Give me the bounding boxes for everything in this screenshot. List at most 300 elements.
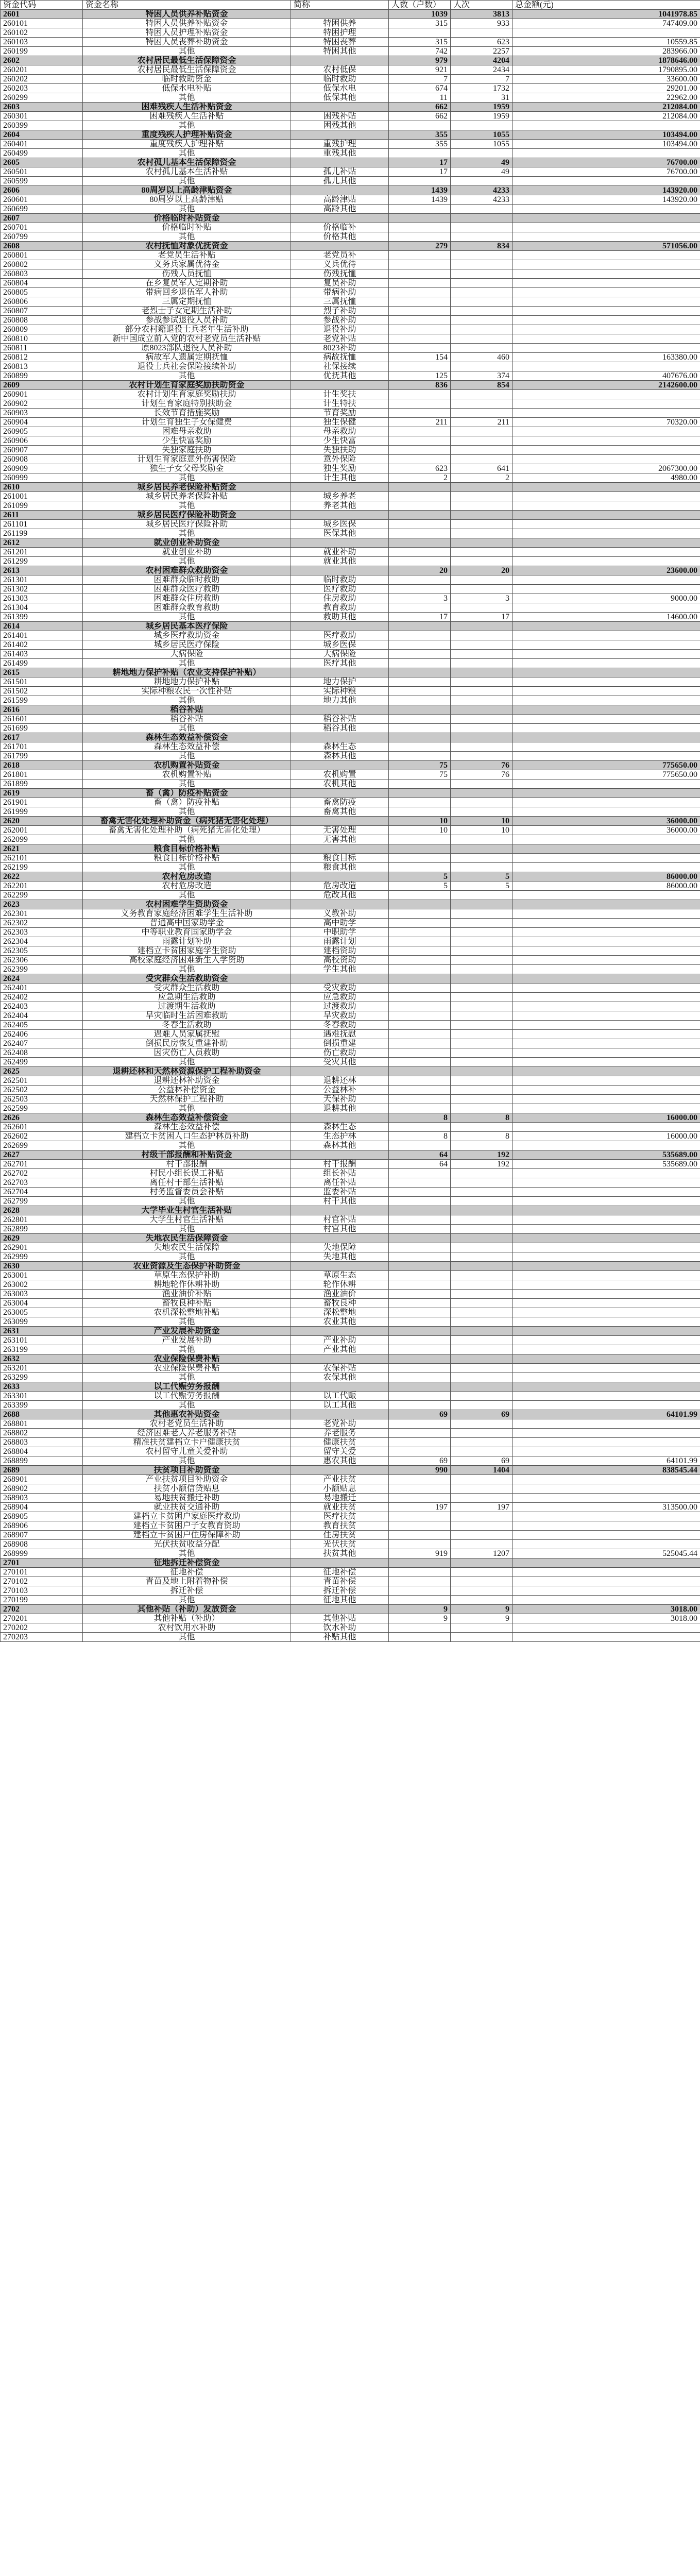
table-row [1, 75, 700, 84]
cell-amount [513, 1243, 700, 1252]
cell-abbr: 监委补贴 [291, 1188, 389, 1197]
cell-times [451, 659, 513, 668]
cell-code: 268908 [1, 1540, 83, 1549]
cell-times [451, 1345, 513, 1354]
cell-times: 1055 [451, 130, 513, 140]
cell-name: 其他 [83, 1141, 291, 1150]
cell-amount: 283966.00 [513, 47, 700, 56]
cell-abbr: 计生奖扶 [291, 390, 389, 399]
cell-times [451, 1215, 513, 1225]
cell-people: 315 [389, 38, 451, 47]
cell-times [451, 1280, 513, 1290]
cell-amount [513, 455, 700, 464]
table-row [1, 464, 700, 473]
table-row [1, 1197, 700, 1206]
cell-name: 过渡期生活救助 [83, 1002, 291, 1011]
cell-people [389, 1392, 451, 1401]
cell-abbr: 应急救助 [291, 993, 389, 1002]
cell-people: 154 [389, 353, 451, 362]
cell-code: 2615 [1, 668, 83, 677]
cell-people [389, 232, 451, 242]
cell-abbr: 森林生态 [291, 1123, 389, 1132]
cell-name: 病故军人遗属定期抚恤 [83, 353, 291, 362]
cell-abbr: 冬春救助 [291, 1021, 389, 1030]
cell-code: 262899 [1, 1225, 83, 1234]
cell-amount [513, 390, 700, 399]
cell-people [389, 427, 451, 436]
cell-people: 674 [389, 84, 451, 93]
cell-name: 城乡居民医疗保险补助 [83, 520, 291, 529]
table-row [1, 891, 700, 900]
cell-amount [513, 1188, 700, 1197]
cell-code: 260201 [1, 65, 83, 75]
table-row [1, 446, 700, 455]
cell-abbr: 就业其他 [291, 557, 389, 566]
table-row [1, 1011, 700, 1021]
cell-name: 其他 [83, 1401, 291, 1410]
cell-name: 畜牧良种补贴 [83, 1299, 291, 1308]
cell-times [451, 705, 513, 715]
cell-amount [513, 1058, 700, 1067]
cell-abbr: 产业其他 [291, 1345, 389, 1354]
cell-name: 离任村干部生活补贴 [83, 1178, 291, 1188]
table-row [1, 223, 700, 232]
col-header-code: 资金代码 [1, 1, 83, 10]
table-row [1, 779, 700, 789]
cell-amount: 313500.00 [513, 1503, 700, 1512]
cell-times [451, 603, 513, 613]
cell-name: 其他 [83, 835, 291, 844]
cell-name: 计划生育家庭意外伤害保险 [83, 455, 291, 464]
cell-name: 建档立卡贫困户子女教育资助 [83, 1521, 291, 1531]
cell-name: 其他 [83, 473, 291, 483]
cell-people [389, 974, 451, 984]
cell-name: 冬春生活救助 [83, 1021, 291, 1030]
cell-times: 834 [451, 242, 513, 251]
cell-times [451, 965, 513, 974]
cell-name: 农村孤儿基本生活保障资金 [83, 158, 291, 167]
cell-times [451, 1596, 513, 1605]
cell-abbr: 旱灾救助 [291, 1011, 389, 1021]
cell-name: 困难群众医疗救助 [83, 585, 291, 594]
cell-amount [513, 1030, 700, 1039]
cell-name: 失地农民生活保障 [83, 1243, 291, 1252]
cell-amount [513, 1095, 700, 1104]
table-row [1, 121, 700, 130]
cell-people: 11 [389, 93, 451, 103]
cell-name: 农机深松整地补贴 [83, 1308, 291, 1317]
cell-people [389, 288, 451, 297]
cell-code: 2630 [1, 1262, 83, 1271]
cell-amount [513, 1475, 700, 1484]
cell-name: 其他 [83, 1456, 291, 1466]
cell-times [451, 1252, 513, 1262]
cell-amount: 86000.00 [513, 872, 700, 882]
table-row [1, 965, 700, 974]
cell-name: 城乡居民养老保险补贴 [83, 492, 291, 501]
cell-times [451, 1011, 513, 1021]
cell-name: 经济困难老人养老服务补贴 [83, 1429, 291, 1438]
cell-abbr: 养老其他 [291, 501, 389, 511]
table-row [1, 640, 700, 650]
table-row [1, 251, 700, 260]
cell-amount [513, 974, 700, 984]
cell-amount [513, 1067, 700, 1076]
cell-code: 268902 [1, 1484, 83, 1494]
cell-code: 262601 [1, 1123, 83, 1132]
cell-code: 262302 [1, 919, 83, 928]
table-row [1, 1039, 700, 1048]
cell-amount: 76700.00 [513, 167, 700, 177]
table-row [1, 409, 700, 418]
cell-code: 260999 [1, 473, 83, 483]
cell-amount [513, 1039, 700, 1048]
cell-abbr: 农保补贴 [291, 1364, 389, 1373]
cell-abbr [291, 538, 389, 548]
cell-people [389, 1447, 451, 1456]
cell-people [389, 1475, 451, 1484]
cell-code: 261301 [1, 575, 83, 585]
cell-people [389, 1076, 451, 1086]
cell-times [451, 1531, 513, 1540]
cell-abbr: 退耕其他 [291, 1104, 389, 1113]
cell-times: 1732 [451, 84, 513, 93]
cell-abbr [291, 242, 389, 251]
cell-name: 森林生态效益补偿 [83, 742, 291, 752]
cell-amount [513, 325, 700, 334]
cell-code: 262101 [1, 854, 83, 863]
cell-code: 262799 [1, 1197, 83, 1206]
cell-amount [513, 575, 700, 585]
cell-name: 其他 [83, 752, 291, 761]
table-row [1, 1364, 700, 1373]
cell-times: 4204 [451, 56, 513, 65]
group-row [1, 761, 700, 770]
table-row [1, 1225, 700, 1234]
cell-code: 260905 [1, 427, 83, 436]
cell-code: 262303 [1, 928, 83, 937]
cell-abbr: 低保其他 [291, 93, 389, 103]
cell-amount [513, 789, 700, 798]
cell-name: 其他 [83, 1197, 291, 1206]
cell-people [389, 575, 451, 585]
cell-abbr: 特困其他 [291, 47, 389, 56]
cell-amount [513, 928, 700, 937]
cell-amount [513, 1596, 700, 1605]
cell-abbr: 扶贫其他 [291, 1549, 389, 1558]
cell-abbr: 三属抚恤 [291, 297, 389, 307]
cell-times [451, 214, 513, 223]
cell-name: 退耕还林和天然林资源保护工程补助资金 [83, 1067, 291, 1076]
cell-people: 10 [389, 817, 451, 826]
cell-times: 2 [451, 473, 513, 483]
cell-code: 261899 [1, 779, 83, 789]
cell-abbr: 留守关爱 [291, 1447, 389, 1456]
cell-times [451, 1558, 513, 1568]
cell-people [389, 1429, 451, 1438]
cell-amount [513, 223, 700, 232]
cell-times [451, 1401, 513, 1410]
cell-abbr: 倒损重建 [291, 1039, 389, 1048]
cell-amount [513, 677, 700, 687]
cell-name: 遇难人员家属抚慰 [83, 1030, 291, 1039]
cell-amount [513, 779, 700, 789]
group-row [1, 900, 700, 909]
cell-name: 高校家庭经济困难新生入学资助 [83, 956, 291, 965]
cell-name: 建档立卡贫困户住房保障补助 [83, 1531, 291, 1540]
cell-name: 困难群众教育救助 [83, 603, 291, 613]
cell-code: 270203 [1, 1633, 83, 1642]
cell-abbr: 节育奖励 [291, 409, 389, 418]
cell-amount [513, 1011, 700, 1021]
cell-abbr: 住房救助 [291, 594, 389, 603]
cell-people: 5 [389, 872, 451, 882]
table-row [1, 1048, 700, 1058]
table-row [1, 715, 700, 724]
cell-times [451, 946, 513, 956]
cell-times [451, 390, 513, 399]
cell-people [389, 149, 451, 158]
cell-name: 拆迁补偿 [83, 1586, 291, 1596]
cell-people [389, 214, 451, 223]
cell-times [451, 863, 513, 872]
cell-times [451, 1141, 513, 1150]
cell-people: 979 [389, 56, 451, 65]
cell-code: 263299 [1, 1373, 83, 1382]
cell-code: 260499 [1, 149, 83, 158]
cell-name: 征地补偿 [83, 1568, 291, 1577]
cell-code: 260810 [1, 334, 83, 344]
table-row [1, 1252, 700, 1262]
cell-amount [513, 548, 700, 557]
cell-name: 计划生育独生子女保健费 [83, 418, 291, 427]
cell-name: 特困人员丧葬补助资金 [83, 38, 291, 47]
cell-name: 其他 [83, 47, 291, 56]
table-row [1, 269, 700, 279]
cell-people [389, 520, 451, 529]
cell-abbr: 无害处理 [291, 826, 389, 835]
table-row [1, 807, 700, 817]
cell-times: 49 [451, 167, 513, 177]
cell-code: 261303 [1, 594, 83, 603]
cell-abbr: 退耕还林 [291, 1076, 389, 1086]
cell-name: 其他 [83, 891, 291, 900]
cell-times [451, 900, 513, 909]
table-row [1, 1299, 700, 1308]
table-row [1, 1188, 700, 1197]
cell-code: 268901 [1, 1475, 83, 1484]
cell-name: 参战参试退役人员补助 [83, 316, 291, 325]
table-row [1, 344, 700, 353]
cell-amount [513, 177, 700, 186]
cell-amount [513, 640, 700, 650]
cell-name: 精准扶贫建档立卡户健康扶贫 [83, 1438, 291, 1447]
cell-name: 粮食目标价格补贴 [83, 844, 291, 854]
cell-abbr [291, 733, 389, 742]
cell-code: 2607 [1, 214, 83, 223]
cell-people: 662 [389, 112, 451, 121]
cell-people [389, 1252, 451, 1262]
cell-abbr: 生态护林 [291, 1132, 389, 1141]
cell-times [451, 715, 513, 724]
cell-abbr: 高龄其他 [291, 205, 389, 214]
cell-people [389, 798, 451, 807]
cell-abbr: 征地补偿 [291, 1568, 389, 1577]
cell-people [389, 1354, 451, 1364]
cell-amount [513, 316, 700, 325]
cell-abbr: 地力其他 [291, 696, 389, 705]
table-row [1, 65, 700, 75]
cell-times [451, 779, 513, 789]
cell-people [389, 483, 451, 492]
cell-code: 260699 [1, 205, 83, 214]
cell-times [451, 362, 513, 371]
cell-name: 农村困难群众救助资金 [83, 566, 291, 575]
cell-amount [513, 1234, 700, 1243]
cell-code: 262304 [1, 937, 83, 946]
cell-code: 2608 [1, 242, 83, 251]
cell-name: 其他 [83, 1317, 291, 1327]
cell-abbr [291, 817, 389, 826]
cell-times [451, 1104, 513, 1113]
cell-name: 农村留守儿童关爱补助 [83, 1447, 291, 1456]
cell-name: 困难母亲救助 [83, 427, 291, 436]
cell-people [389, 715, 451, 724]
cell-code: 263099 [1, 1317, 83, 1327]
cell-amount [513, 1447, 700, 1456]
table-row [1, 399, 700, 409]
cell-name: 其他 [83, 1373, 291, 1382]
cell-people [389, 789, 451, 798]
cell-amount [513, 1512, 700, 1521]
cell-name: 其他 [83, 177, 291, 186]
cell-abbr [291, 844, 389, 854]
cell-amount: 70320.00 [513, 418, 700, 427]
cell-people [389, 863, 451, 872]
cell-times: 192 [451, 1160, 513, 1169]
cell-abbr: 救助其他 [291, 613, 389, 622]
table-row [1, 909, 700, 919]
cell-people [389, 260, 451, 269]
cell-abbr: 重残护理 [291, 140, 389, 149]
cell-people [389, 205, 451, 214]
cell-amount [513, 1354, 700, 1364]
group-row [1, 10, 700, 19]
cell-amount [513, 1141, 700, 1150]
cell-amount: 747409.00 [513, 19, 700, 28]
cell-name: 草原生态保护补助 [83, 1271, 291, 1280]
cell-abbr: 产业补助 [291, 1336, 389, 1345]
cell-name: 畜禽无害化处理补助资金（病死猪无害化处理） [83, 817, 291, 826]
cell-times [451, 316, 513, 325]
cell-times [451, 984, 513, 993]
cell-amount [513, 752, 700, 761]
cell-abbr: 以工代赈 [291, 1392, 389, 1401]
cell-code: 262406 [1, 1030, 83, 1039]
cell-name: 农村计划生育家庭奖励扶助资金 [83, 381, 291, 390]
cell-code: 261501 [1, 677, 83, 687]
cell-name: 就业创业补助 [83, 548, 291, 557]
group-row [1, 214, 700, 223]
cell-abbr: 城乡养老 [291, 492, 389, 501]
cell-times: 374 [451, 371, 513, 381]
cell-code: 268907 [1, 1531, 83, 1540]
cell-abbr: 价格其他 [291, 232, 389, 242]
cell-name: 公益林补偿资金 [83, 1086, 291, 1095]
table-row [1, 455, 700, 464]
cell-code: 263301 [1, 1392, 83, 1401]
cell-name: 其他 [83, 501, 291, 511]
cell-times [451, 1299, 513, 1308]
cell-amount [513, 1494, 700, 1503]
cell-times [451, 1206, 513, 1215]
cell-abbr: 村官补贴 [291, 1215, 389, 1225]
group-row [1, 844, 700, 854]
table-row [1, 205, 700, 214]
cell-code: 268904 [1, 1503, 83, 1512]
cell-name: 普通高中国家助学金 [83, 919, 291, 928]
cell-name: 农村居民最低生活保障资金 [83, 56, 291, 65]
cell-times: 192 [451, 1150, 513, 1160]
cell-code: 2624 [1, 974, 83, 984]
cell-people [389, 956, 451, 965]
col-header-times: 人次 [451, 1, 513, 10]
cell-amount [513, 1484, 700, 1494]
cell-abbr: 受灾其他 [291, 1058, 389, 1067]
cell-amount [513, 1373, 700, 1382]
cell-code: 2612 [1, 538, 83, 548]
cell-name: 退役士兵社会保险接续补助 [83, 362, 291, 371]
cell-people [389, 548, 451, 557]
cell-abbr: 建档资助 [291, 946, 389, 956]
cell-abbr [291, 1410, 389, 1419]
cell-name: 其他 [83, 121, 291, 130]
table-row [1, 826, 700, 835]
cell-people [389, 807, 451, 817]
cell-amount [513, 1577, 700, 1586]
cell-times [451, 1568, 513, 1577]
cell-people [389, 492, 451, 501]
cell-people [389, 1280, 451, 1290]
cell-people [389, 297, 451, 307]
cell-name: 独生子女父母奖励金 [83, 464, 291, 473]
cell-abbr: 村干报酬 [291, 1160, 389, 1169]
cell-amount [513, 1586, 700, 1596]
cell-name: 受灾群众生活救助资金 [83, 974, 291, 984]
cell-abbr: 稻谷其他 [291, 724, 389, 733]
cell-code: 261403 [1, 650, 83, 659]
cell-name: 实际种粮农民一次性补贴 [83, 687, 291, 696]
cell-abbr: 就业补助 [291, 548, 389, 557]
group-row [1, 381, 700, 390]
cell-abbr [291, 872, 389, 882]
cell-people [389, 677, 451, 687]
cell-people [389, 316, 451, 325]
cell-amount: 9000.00 [513, 594, 700, 603]
group-row [1, 1206, 700, 1215]
cell-abbr: 危房改造 [291, 882, 389, 891]
table-row [1, 334, 700, 344]
cell-amount [513, 1521, 700, 1531]
cell-times [451, 724, 513, 733]
cell-name: 部分农村籍退役士兵老年生活补助 [83, 325, 291, 334]
cell-amount [513, 1429, 700, 1438]
group-row [1, 705, 700, 715]
table-row [1, 260, 700, 269]
cell-abbr: 轮作休耕 [291, 1280, 389, 1290]
cell-amount: 212084.00 [513, 103, 700, 112]
cell-people: 921 [389, 65, 451, 75]
